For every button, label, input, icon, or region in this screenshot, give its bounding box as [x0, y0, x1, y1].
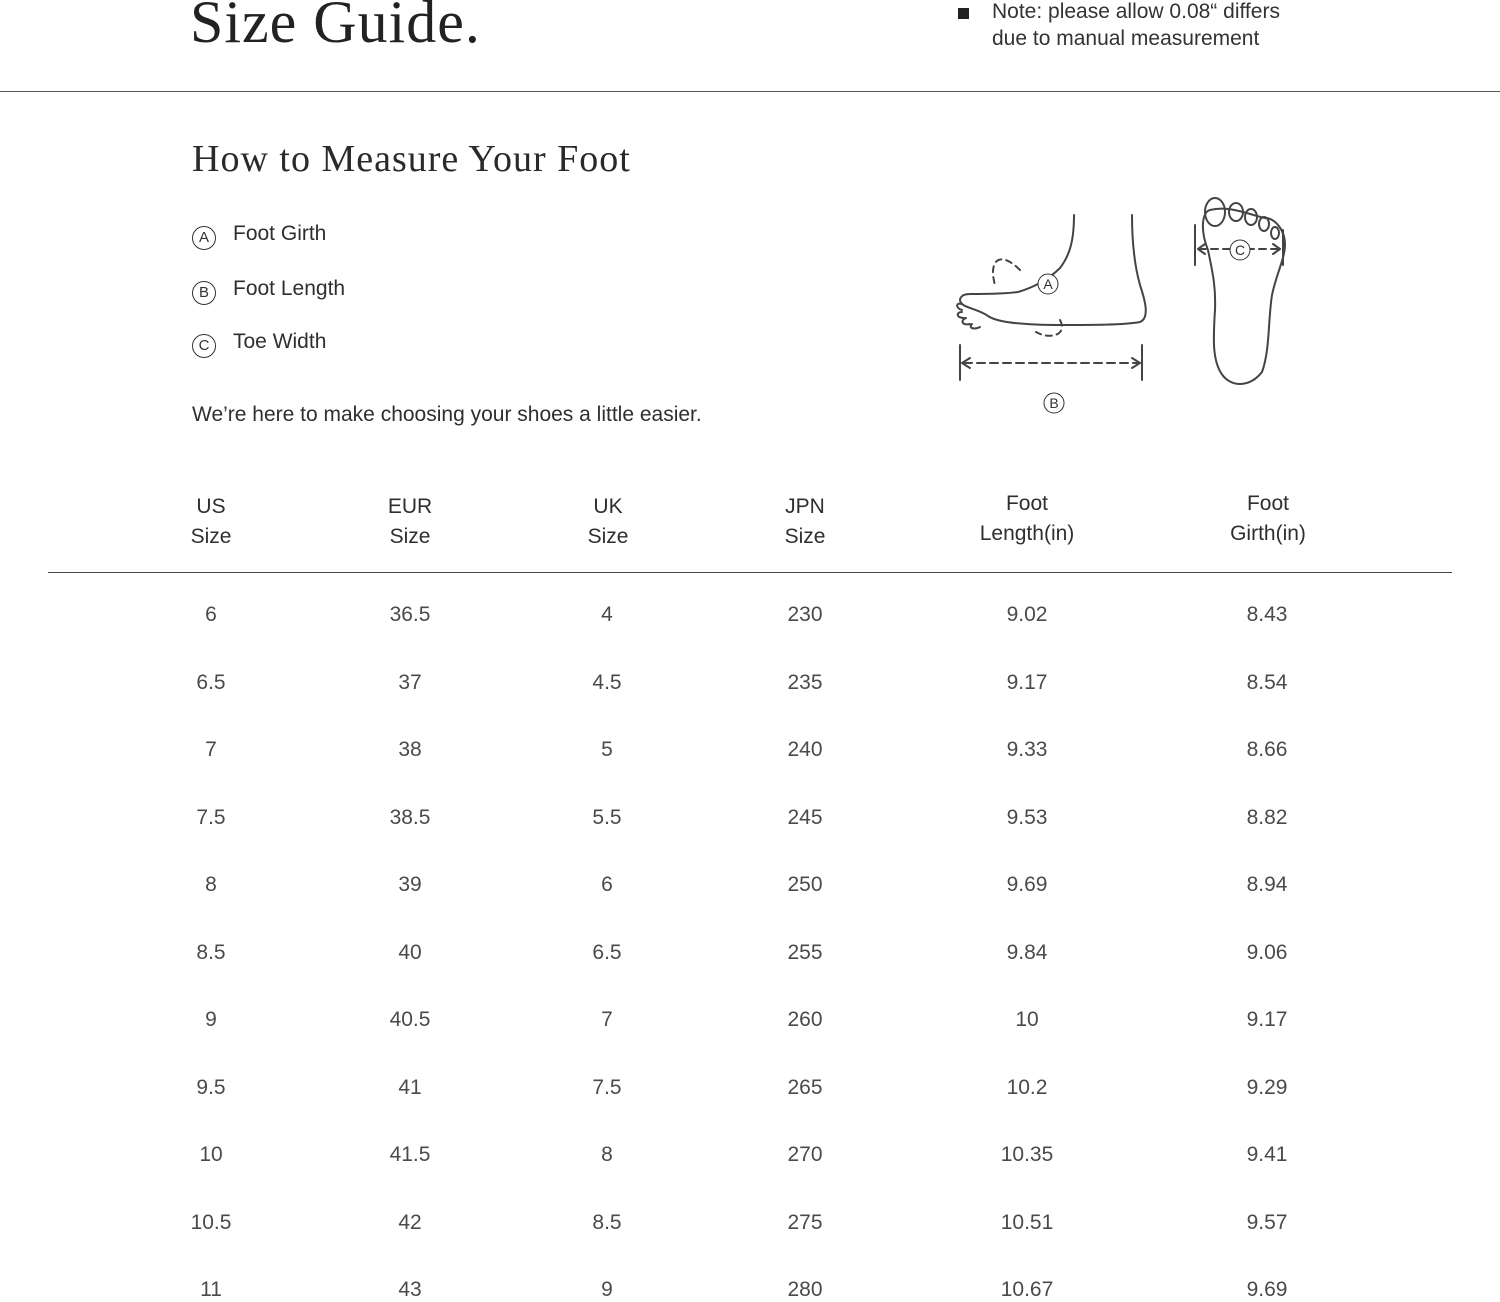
header-line: Size: [784, 525, 826, 548]
table-cell: 9.57: [1246, 1210, 1288, 1234]
header-foot-girth: [1168, 489, 1368, 549]
table-cell: 9.02: [1006, 603, 1048, 626]
table-cell: 9: [601, 1278, 613, 1301]
diagram-label-a: A: [1043, 276, 1053, 292]
table-divider: [48, 572, 1452, 573]
table-cell: 8.66: [1246, 738, 1288, 761]
table-cell: 7: [601, 1008, 613, 1031]
header-line: JPN: [785, 495, 825, 518]
legend-label: Foot Length: [233, 277, 346, 300]
table-cell: 8.54: [1246, 670, 1288, 694]
note-line-1: Note: please allow 0.08“ differs: [992, 0, 1280, 23]
table-cell: 8.94: [1246, 873, 1288, 896]
legend-item-toe-width: [192, 330, 327, 364]
header-divider: [0, 91, 1500, 92]
header-line: Size: [587, 525, 629, 548]
header-uk-size: [508, 492, 708, 552]
table-cell: 7: [205, 738, 217, 761]
diagram-label-c: C: [1234, 242, 1246, 258]
table-cell: 5: [601, 738, 613, 761]
table-cell: 260: [787, 1008, 823, 1031]
table-cell: 6.5: [592, 940, 622, 964]
table-cell: 8.5: [196, 940, 226, 964]
table-cell: 9.53: [1006, 805, 1048, 829]
header-line: Length(in): [979, 522, 1075, 545]
letter-b-circle-icon: B: [192, 281, 216, 305]
table-cell: 255: [787, 940, 823, 964]
table-cell: 9.5: [196, 1075, 226, 1099]
table-cell: 7.5: [592, 1075, 622, 1099]
table-cell: 41.5: [389, 1143, 431, 1166]
table-cell: 38: [398, 738, 422, 761]
header-line: Foot: [1005, 492, 1049, 515]
table-cell: 275: [787, 1210, 823, 1234]
header-jpn-size: [705, 492, 905, 552]
legend-item-foot-girth: [192, 222, 327, 256]
diagram-label-b: B: [1049, 395, 1059, 411]
table-cell: 38.5: [389, 805, 431, 829]
header-foot-length: [927, 489, 1127, 549]
table-cell: 240: [787, 738, 823, 761]
table-cell: 9.33: [1006, 738, 1048, 761]
note-line-2: due to manual measurement: [992, 27, 1260, 50]
sole-outline: [1203, 209, 1285, 384]
table-cell: 10.2: [1006, 1075, 1048, 1099]
table-cell: 250: [787, 873, 823, 896]
legend-label: Foot Girth: [233, 222, 327, 245]
table-cell: 36.5: [389, 603, 431, 626]
table-cell: 43: [398, 1278, 422, 1301]
table-cell: 40.5: [389, 1008, 431, 1031]
table-cell: 230: [787, 603, 823, 626]
table-cell: 5.5: [592, 805, 622, 829]
table-cell: 270: [787, 1143, 823, 1166]
table-cell: 4.5: [592, 670, 622, 694]
table-cell: 10.67: [1000, 1278, 1054, 1301]
legend-item-foot-length: [192, 277, 346, 311]
header-eur-size: [310, 492, 510, 552]
table-cell: 235: [787, 670, 823, 694]
table-cell: 10: [1015, 1008, 1039, 1031]
table-cell: 265: [787, 1075, 823, 1099]
letter-c-circle-icon: C: [192, 334, 216, 358]
table-cell: 9.17: [1246, 1008, 1288, 1031]
tagline: We’re here to make choosing your shoes a little easier.: [192, 403, 702, 426]
side-foot-outline: [960, 215, 1146, 325]
table-cell: 6: [601, 873, 613, 896]
table-cell: 8.82: [1246, 805, 1288, 829]
table-cell: 245: [787, 805, 823, 829]
table-cell: 8: [205, 873, 217, 896]
table-cell: 10.35: [1000, 1143, 1054, 1166]
table-cell: 39: [398, 873, 422, 896]
table-cell: 6.5: [196, 670, 226, 694]
table-cell: 40: [398, 940, 422, 964]
table-cell: 41: [398, 1075, 422, 1099]
table-cell: 9.69: [1006, 873, 1048, 896]
table-cell: 9: [205, 1008, 217, 1031]
measure-title: How to Measure Your Foot: [192, 138, 631, 180]
table-cell: 10.5: [190, 1210, 232, 1234]
table-cell: 42: [398, 1210, 422, 1234]
foot-diagram: [940, 190, 1300, 430]
table-cell: 8.43: [1246, 603, 1288, 626]
table-cell: 9.84: [1006, 940, 1048, 964]
header-us-size: [111, 492, 311, 552]
letter-a-circle-icon: A: [192, 226, 216, 250]
table-cell: 10: [199, 1143, 223, 1166]
header-line: UK: [593, 495, 623, 518]
table-cell: 280: [787, 1278, 823, 1301]
header-line: Foot: [1246, 492, 1290, 515]
table-cell: 8.5: [592, 1210, 622, 1234]
header-line: Girth(in): [1230, 522, 1306, 545]
header-line: Size: [190, 525, 232, 548]
table-cell: 9.41: [1246, 1143, 1288, 1166]
table-cell: 9.17: [1006, 670, 1048, 694]
table-cell: 37: [398, 670, 422, 694]
table-cell: 8: [601, 1143, 613, 1166]
table-cell: 9.69: [1246, 1278, 1288, 1301]
header-line: Size: [389, 525, 431, 548]
page-title: Size Guide.: [190, 0, 481, 55]
table-cell: 6: [205, 603, 217, 626]
table-cell: 9.29: [1246, 1075, 1288, 1099]
note-bullet-icon: [958, 8, 969, 19]
table-cell: 7.5: [196, 805, 226, 829]
table-cell: 9.06: [1246, 940, 1288, 964]
header-line: EUR: [387, 495, 433, 518]
table-cell: 11: [200, 1278, 222, 1301]
table-cell: 10.51: [1000, 1210, 1054, 1234]
table-cell: 4: [601, 603, 613, 626]
legend-label: Toe Width: [233, 330, 327, 353]
header-line: US: [196, 495, 226, 518]
